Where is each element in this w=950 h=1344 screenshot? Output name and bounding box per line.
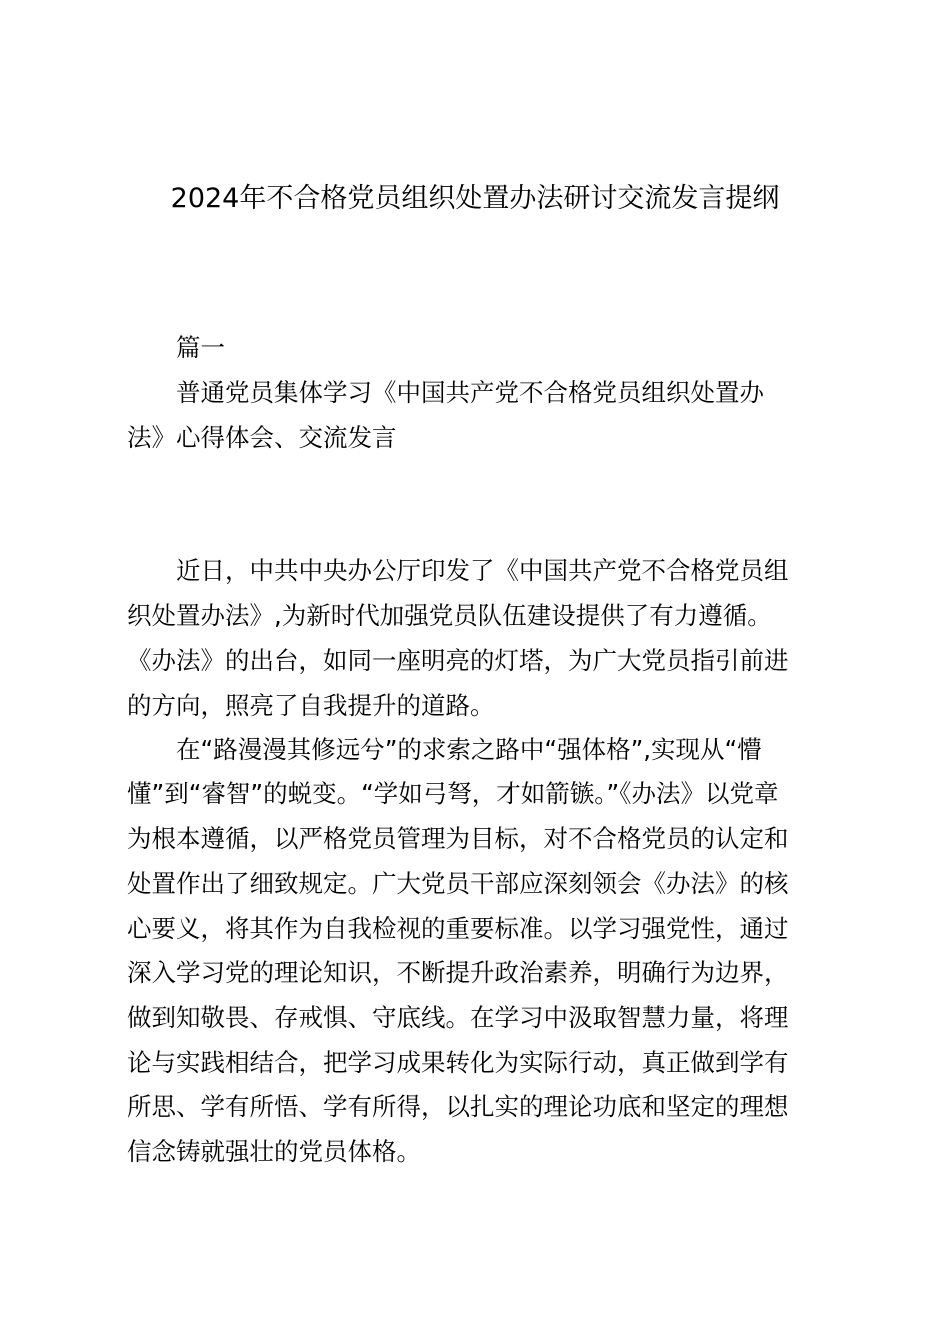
section-label: 篇一: [176, 333, 225, 362]
paragraph-line: 深入学习党的理论知识，不断提升政治素养，明确行为边界，: [127, 958, 789, 987]
subtitle-line: 普通党员集体学习《中国共产党不合格党员组织处置办: [176, 378, 764, 407]
paragraph-line: 懂”到“睿智”的蜕变。“学如弓弩，才如箭镞。”《办法》以党章: [127, 779, 779, 808]
paragraph-line: 的方向，照亮了自我提升的道路。: [127, 691, 495, 720]
paragraph-line: 为根本遵循，以严格党员管理为目标，对不合格党员的认定和: [127, 824, 789, 853]
paragraph-line: 《办法》的出台，如同一座明亮的灯塔，为广大党员指引前进: [127, 646, 789, 675]
paragraph-line: 近日，中共中央办公厅印发了《中国共产党不合格党员组: [176, 556, 789, 585]
paragraph-line: 织处置办法》,为新时代加强党员队伍建设提供了有力遵循。: [127, 601, 772, 630]
paragraph-line: 在“路漫漫其修远兮”的求索之路中“强体格”,实现从“懵: [176, 735, 762, 764]
paragraph-line: 所思、学有所悟、学有所得，以扎实的理论功底和坚定的理想: [127, 1092, 789, 1121]
paragraph-line: 心要义，将其作为自我检视的重要标准。以学习强党性，通过: [127, 914, 789, 943]
paragraph-line: 论与实践相结合，把学习成果转化为实际行动，真正做到学有: [127, 1048, 789, 1077]
document-title: 2024年不合格党员组织处置办法研讨交流发言提纲: [170, 183, 780, 214]
paragraph-line: 处置作出了细致规定。广大党员干部应深刻领会《办法》的核: [127, 869, 789, 898]
paragraph-line: 做到知敬畏、存戒惧、守底线。在学习中汲取智慧力量，将理: [127, 1003, 789, 1032]
subtitle-line: 法》心得体会、交流发言: [127, 423, 397, 452]
paragraph-line: 信念铸就强壮的党员体格。: [127, 1137, 421, 1166]
